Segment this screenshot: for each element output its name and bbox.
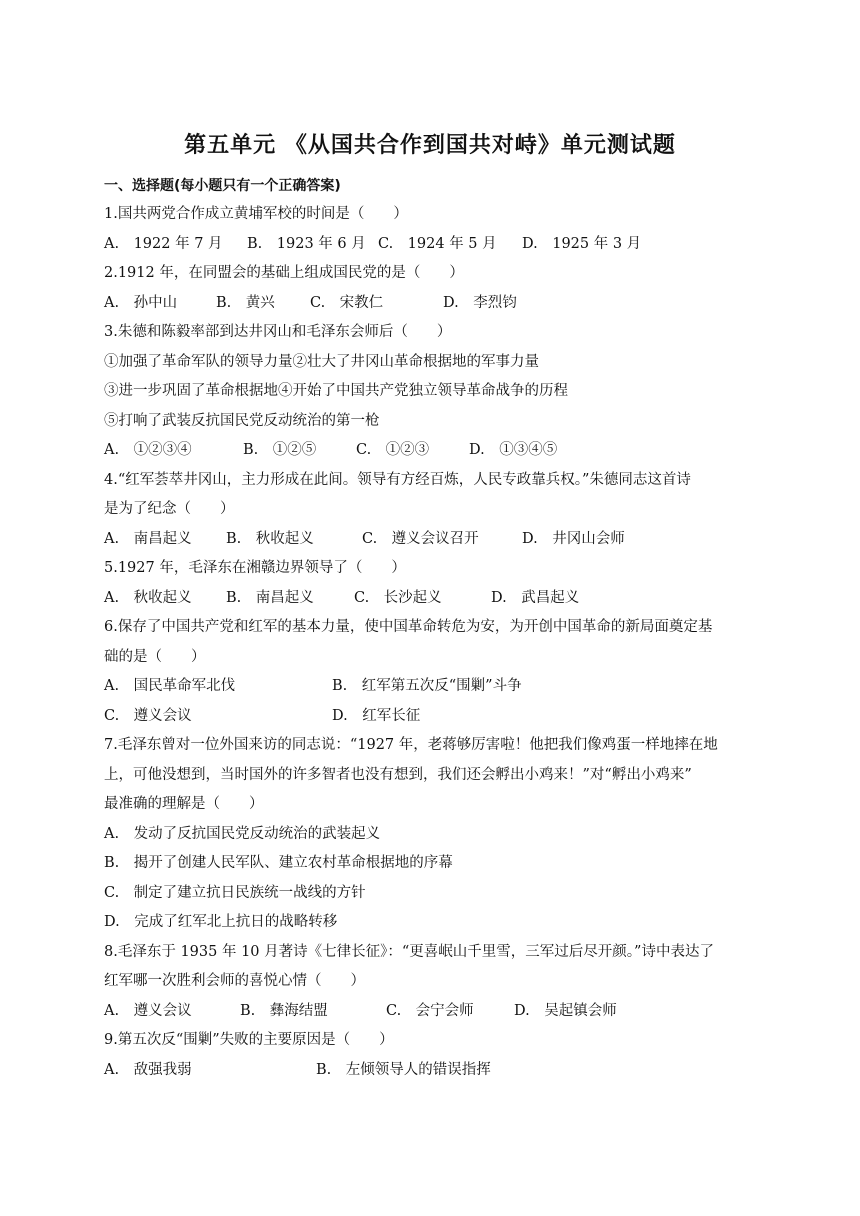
question-8-option-a: A. 遵义会议 xyxy=(104,1003,192,1019)
question-5-option-b: B. 南昌起义 xyxy=(226,590,314,606)
question-3-option-d: D. ①③④⑤ xyxy=(469,442,558,458)
question-7-option-a: A. 发动了反抗国民党反动统治的武装起义 xyxy=(104,826,381,842)
question-3-option-b: B. ①②⑤ xyxy=(243,442,317,458)
question-5-option-a: A. 秋收起义 xyxy=(104,590,192,606)
question-8-option-b: B. 彝海结盟 xyxy=(240,1003,328,1019)
question-6-option-d: D. 红军长征 xyxy=(332,708,421,724)
question-1-option-a: A. 1922 年 7 月 xyxy=(104,236,223,252)
question-2-option-d: D. 李烈钧 xyxy=(443,295,517,311)
question-4-option-a: A. 南昌起义 xyxy=(104,531,192,547)
question-7-stem: 最准确的理解是（ ） xyxy=(104,796,264,812)
question-7-option-c: C. 制定了建立抗日民族统一战线的方针 xyxy=(104,885,366,901)
question-4-option-d: D. 井冈山会师 xyxy=(522,531,625,547)
question-2-option-a: A. 孙中山 xyxy=(104,295,178,311)
question-9-option-b: B. 左倾领导人的错误指挥 xyxy=(316,1062,491,1078)
question-1-option-b: B. 1923 年 6 月 xyxy=(247,236,366,252)
question-2-option-c: C. 宋教仁 xyxy=(310,295,384,311)
question-3-statement: ③进一步巩固了革命根据地④开始了中国共产党独立领导革命战争的历程 xyxy=(104,383,568,399)
section-heading: 一、选择题(每小题只有一个正确答案) xyxy=(104,178,341,194)
question-8-option-c: C. 会宁会师 xyxy=(386,1003,474,1019)
question-7-stem: 上，可他没想到，当时国外的许多智者也没有想到，我们还会孵出小鸡来！”对“孵出小鸡来” xyxy=(104,767,692,783)
question-4-stem: 4.“红军荟萃井冈山，主力形成在此间。领导有方经百炼，人民专政靠兵权。”朱德同志这首诗 xyxy=(104,472,691,488)
question-1-option-d: D. 1925 年 3 月 xyxy=(522,236,642,252)
question-4-option-c: C. 遵义会议召开 xyxy=(362,531,479,547)
question-2-option-b: B. 黄兴 xyxy=(216,295,275,311)
question-4-option-b: B. 秋收起义 xyxy=(226,531,314,547)
question-6-stem: 础的是（ ） xyxy=(104,649,206,665)
question-3-option-a: A. ①②③④ xyxy=(104,442,192,458)
question-3-statement: ⑤打响了武装反抗国民党反动统治的第一枪 xyxy=(104,413,380,429)
question-6-option-b: B. 红军第五次反“围剿”斗争 xyxy=(332,678,522,694)
question-2-stem: 2.1912 年，在同盟会的基础上组成国民党的是（ ） xyxy=(104,265,464,281)
question-9-option-a: A. 敌强我弱 xyxy=(104,1062,192,1078)
question-5-option-d: D. 武昌起义 xyxy=(491,590,580,606)
question-4-stem: 是为了纪念（ ） xyxy=(104,501,235,517)
question-7-option-b: B. 揭开了创建人民军队、建立农村革命根据地的序幕 xyxy=(104,855,453,871)
question-3-stem: 3.朱德和陈毅率部到达井冈山和毛泽东会师后（ ） xyxy=(104,324,452,340)
question-8-stem: 8.毛泽东于 1935 年 10 月著诗《七律长征》：“更喜岷山千里雪，三军过后尽开颜。”诗中表达了 xyxy=(104,944,714,960)
question-7-stem: 7.毛泽东曾对一位外国来访的同志说：“1927 年，老蒋够厉害啦！他把我们像鸡蛋一样地摔在地 xyxy=(104,737,718,753)
question-6-stem: 6.保存了中国共产党和红军的基本力量，使中国革命转危为安，为开创中国革命的新局面奠定基 xyxy=(104,619,713,635)
page-title: 第五单元 《从国共合作到国共对峙》单元测试题 xyxy=(184,133,676,158)
question-5-stem: 5.1927 年，毛泽东在湘赣边界领导了（ ） xyxy=(104,560,406,576)
question-8-stem: 红军哪一次胜利会师的喜悦心情（ ） xyxy=(104,973,365,989)
question-5-option-c: C. 长沙起义 xyxy=(354,590,442,606)
question-7-option-d: D. 完成了红军北上抗日的战略转移 xyxy=(104,914,338,930)
question-3-option-c: C. ①②③ xyxy=(356,442,430,458)
question-1-stem: 1.国共两党合作成立黄埔军校的时间是（ ） xyxy=(104,206,408,222)
question-1-option-c: C. 1924 年 5 月 xyxy=(378,236,497,252)
question-6-option-c: C. 遵义会议 xyxy=(104,708,192,724)
question-6-option-a: A. 国民革命军北伐 xyxy=(104,678,236,694)
question-3-statement: ①加强了革命军队的领导力量②壮大了井冈山革命根据地的军事力量 xyxy=(104,354,539,370)
question-9-stem: 9.第五次反“围剿”失败的主要原因是（ ） xyxy=(104,1032,394,1048)
question-8-option-d: D. 吴起镇会师 xyxy=(514,1003,617,1019)
